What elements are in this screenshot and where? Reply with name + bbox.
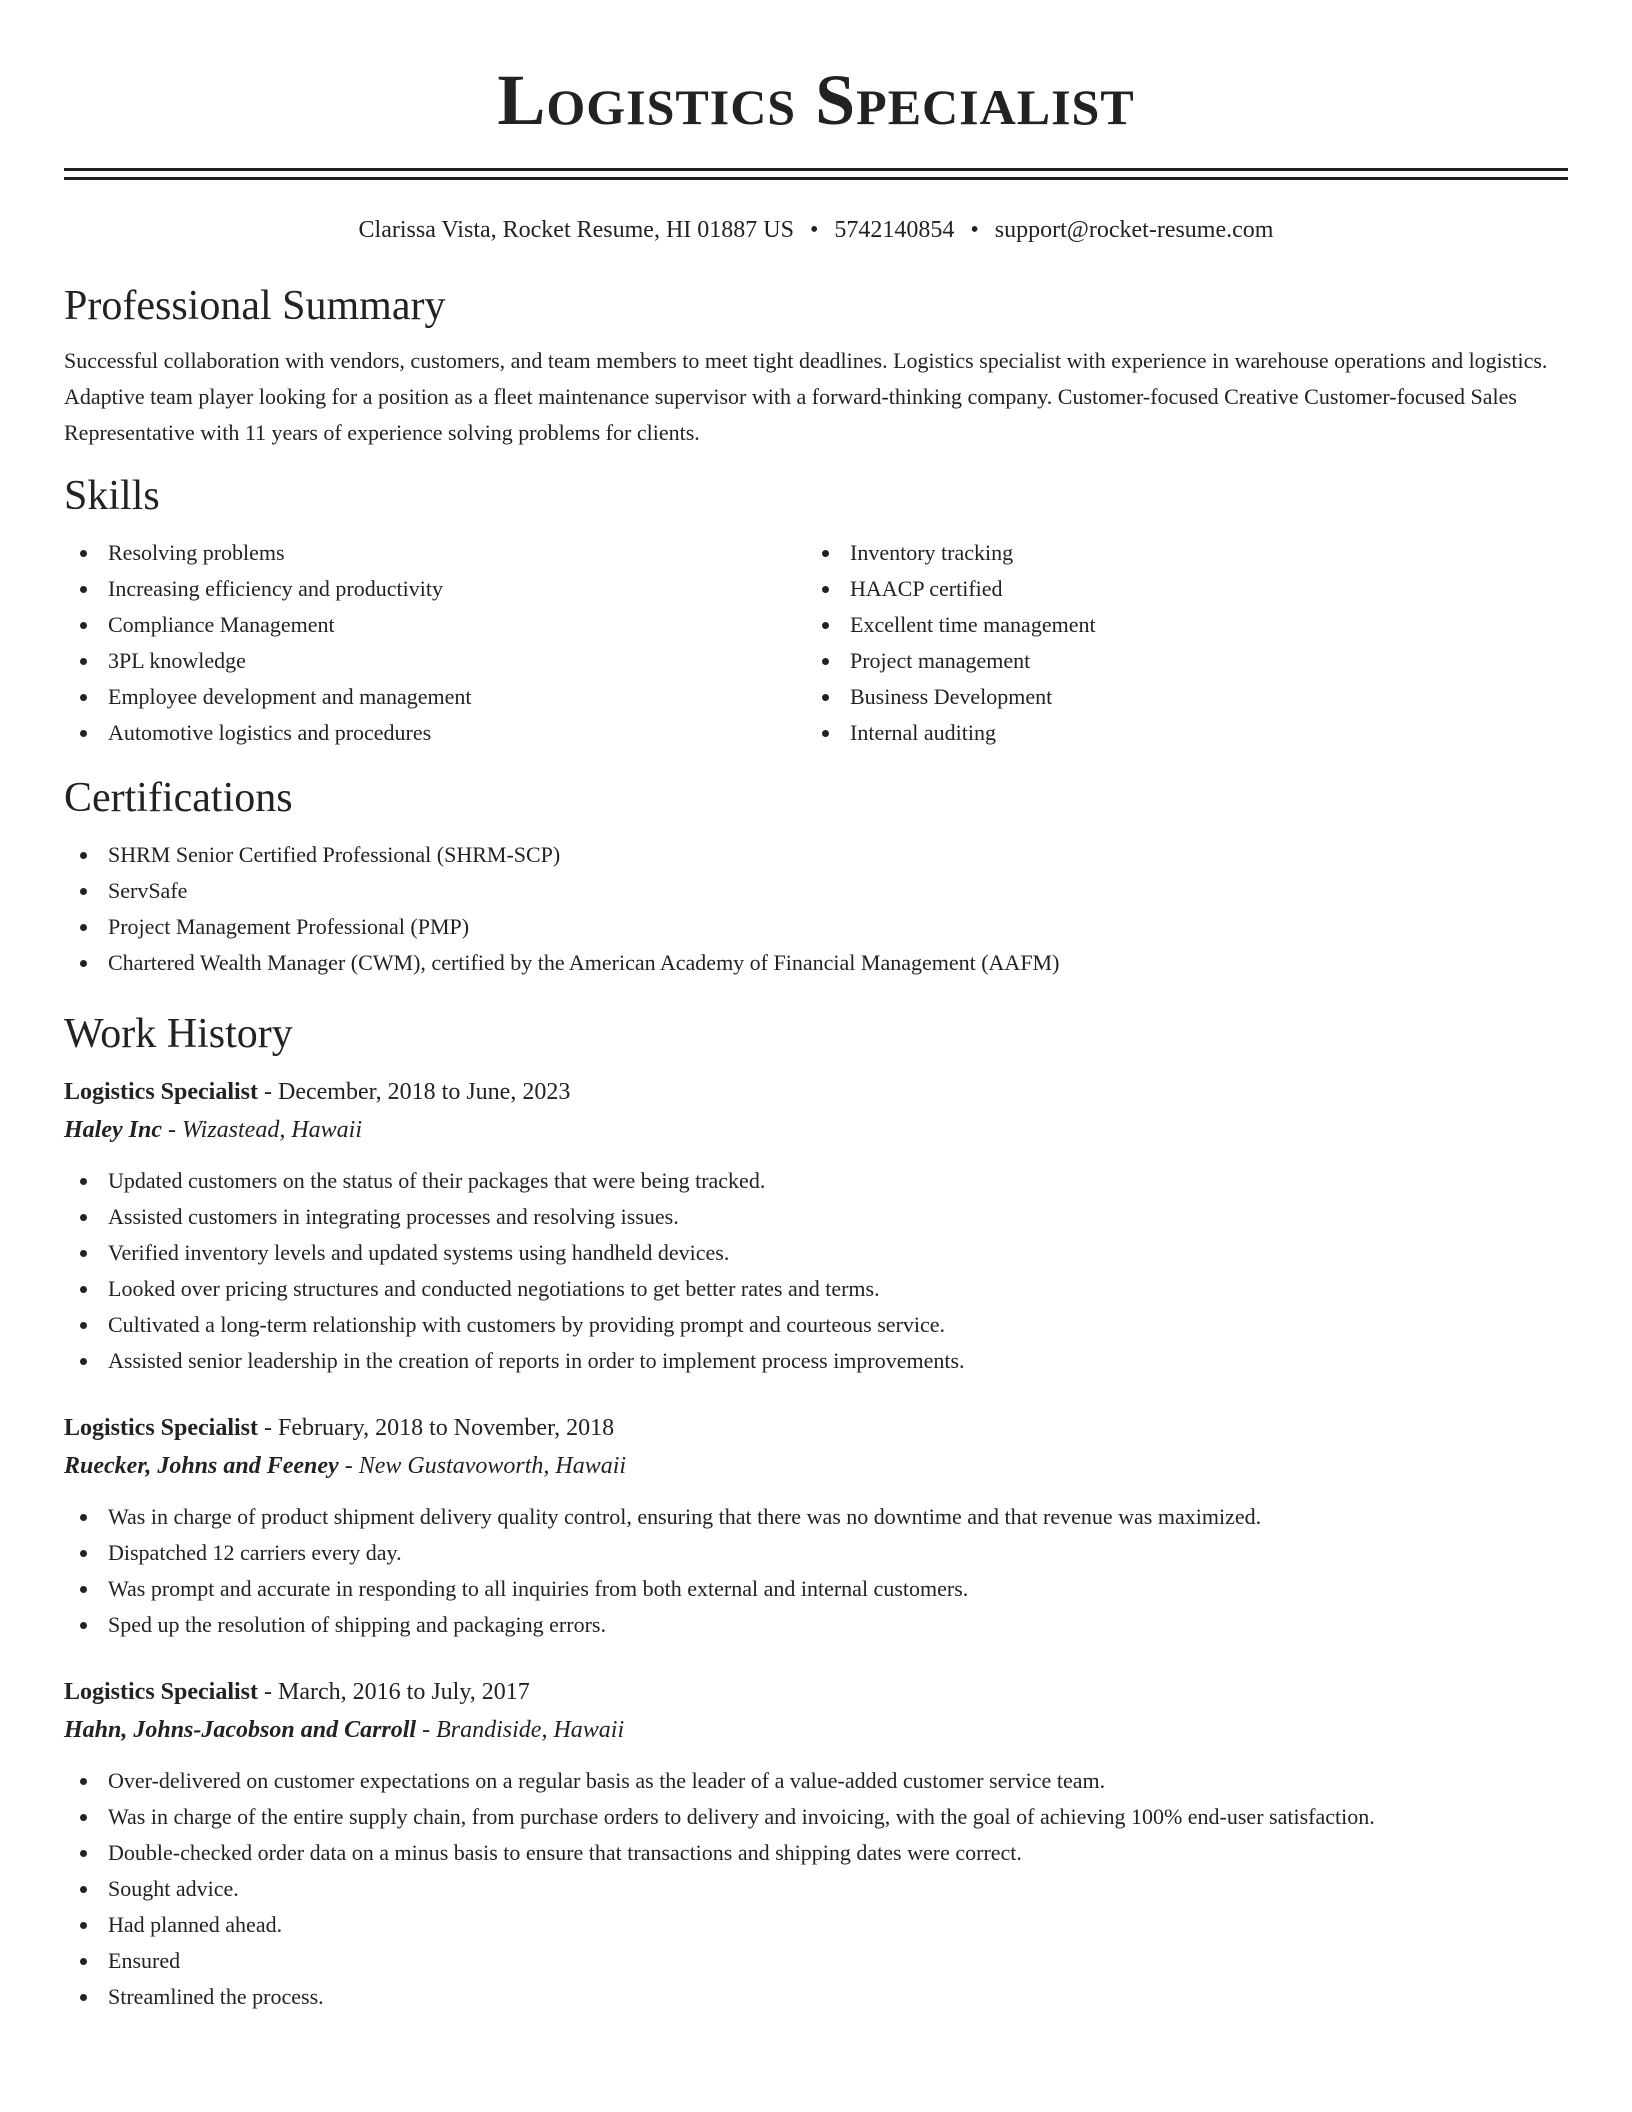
contact-email: support@rocket-resume.com [994,217,1274,243]
skill-item: Resolving problems [64,535,806,571]
job-bullet: Updated customers on the status of their packages that were being tracked. [64,1163,1568,1199]
job-title-line: Logistics Specialist - December, 2018 to June, 2023 [64,1079,571,1105]
job-dates: December, 2018 to June, 2023 [278,1079,571,1105]
job-entry [64,1673,1568,2015]
job-bullet: Double-checked order data on a minus basis to ensure that transactions and shipping dates were correct. [64,1835,1568,1871]
summary-section [64,281,1568,451]
job-bullet: Had planned ahead. [64,1907,1568,1943]
job-company-line: Ruecker, Johns and Feeney - New Gustavoworth, Hawaii [64,1453,627,1479]
job-title: Logistics Specialist [64,1679,259,1705]
resume-page [64,0,1568,2015]
skills-section [64,471,1568,751]
skill-item: Increasing efficiency and productivity [64,571,806,607]
skill-item: HAACP certified [806,571,1548,607]
job-bullets [64,1763,1568,2015]
job-bullet: Sped up the resolution of shipping and packaging errors. [64,1607,1568,1643]
skill-item: Inventory tracking [806,535,1548,571]
job-bullet: Assisted senior leadership in the creation of reports in order to implement process improvements. [64,1343,1568,1379]
job-bullets [64,1163,1568,1379]
certification-item: ServSafe [64,873,1568,909]
skill-item: Compliance Management [64,607,806,643]
skill-item: Internal auditing [806,715,1548,751]
job-location: Brandiside, Hawaii [436,1717,625,1743]
job-company: Haley Inc [64,1117,162,1143]
job-bullet: Cultivated a long-term relationship with customers by providing prompt and courteous service. [64,1307,1568,1343]
job-bullets [64,1499,1568,1643]
contact-phone: 5742140854 [834,217,955,243]
job-title-line: Logistics Specialist - March, 2016 to July, 2017 [64,1679,530,1705]
job-bullet: Was in charge of the entire supply chain, from purchase orders to delivery and invoicing, with the goal of achieving 100% end-user satisfaction. [64,1799,1568,1835]
certifications-heading: Certifications [64,775,293,821]
job-bullet: Looked over pricing structures and conducted negotiations to get better rates and terms. [64,1271,1568,1307]
contact-separator: • [809,217,819,243]
certification-item: Project Management Professional (PMP) [64,909,1568,945]
skills-columns [64,535,1568,751]
title-rule-bottom [64,177,1568,180]
job-bullet: Verified inventory levels and updated systems using handheld devices. [64,1235,1568,1271]
job-location: Wizastead, Hawaii [181,1117,362,1143]
job-bullet: Was prompt and accurate in responding to all inquiries from both external and internal customers. [64,1571,1568,1607]
job-company: Ruecker, Johns and Feeney [64,1453,339,1479]
job-bullet: Sought advice. [64,1871,1568,1907]
skills-heading: Skills [64,473,160,519]
job-bullet: Streamlined the process. [64,1979,1568,2015]
skill-item: Employee development and management [64,679,806,715]
job-company-line: Hahn, Johns-Jacobson and Carroll - Brandiside, Hawaii [64,1717,625,1743]
summary-text: Successful collaboration with vendors, customers, and team members to meet tight deadlines. Logistics specialist with experience in warehouse operations and logistics. Adaptive team player looking for a position as a fleet maintenance supervisor with a forward-thinking company. Customer-focused Creative Customer-focused Sales Representative with 11 years of experience solving problems for clients. [64,348,1548,445]
contact-address: Clarissa Vista, Rocket Resume, HI 01887 US [358,217,794,243]
skill-item: 3PL knowledge [64,643,806,679]
skills-list-left [64,535,806,751]
job-bullet: Dispatched 12 carriers every day. [64,1535,1568,1571]
skill-item: Project management [806,643,1548,679]
job-company: Hahn, Johns-Jacobson and Carroll [64,1717,417,1743]
work-history-section [64,1009,1568,2015]
job-title: Logistics Specialist [64,1415,259,1441]
certification-item: Chartered Wealth Manager (CWM), certified by the American Academy of Financial Management (AAFM) [64,945,1568,981]
job-entry [64,1409,1568,1643]
certification-item: SHRM Senior Certified Professional (SHRM-SCP) [64,837,1568,873]
job-bullet: Was in charge of product shipment delivery quality control, ensuring that there was no downtime and that revenue was maximized. [64,1499,1568,1535]
certifications-list [64,837,1568,981]
resume-title: Logistics Specialist [497,60,1135,140]
contact-line [64,215,1568,245]
job-location: New Gustavoworth, Hawaii [358,1453,627,1479]
skills-list-right [806,535,1548,751]
contact-separator: • [970,217,979,243]
work-history-heading: Work History [64,1011,293,1057]
job-dates: March, 2016 to July, 2017 [278,1679,530,1705]
job-entry [64,1073,1568,1379]
job-bullet: Assisted customers in integrating processes and resolving issues. [64,1199,1568,1235]
skill-item: Business Development [806,679,1548,715]
skill-item: Excellent time management [806,607,1548,643]
job-title-line: Logistics Specialist - February, 2018 to November, 2018 [64,1415,615,1441]
title-rule-top [64,168,1568,171]
skill-item: Automotive logistics and procedures [64,715,806,751]
job-title: Logistics Specialist [64,1079,259,1105]
job-company-line: Haley Inc - Wizastead, Hawaii [64,1117,362,1143]
certifications-section [64,773,1568,981]
job-bullet: Over-delivered on customer expectations on a regular basis as the leader of a value-added customer service team. [64,1763,1568,1799]
job-bullet: Ensured [64,1943,1568,1979]
job-dates: February, 2018 to November, 2018 [278,1415,615,1441]
summary-heading: Professional Summary [64,283,446,329]
